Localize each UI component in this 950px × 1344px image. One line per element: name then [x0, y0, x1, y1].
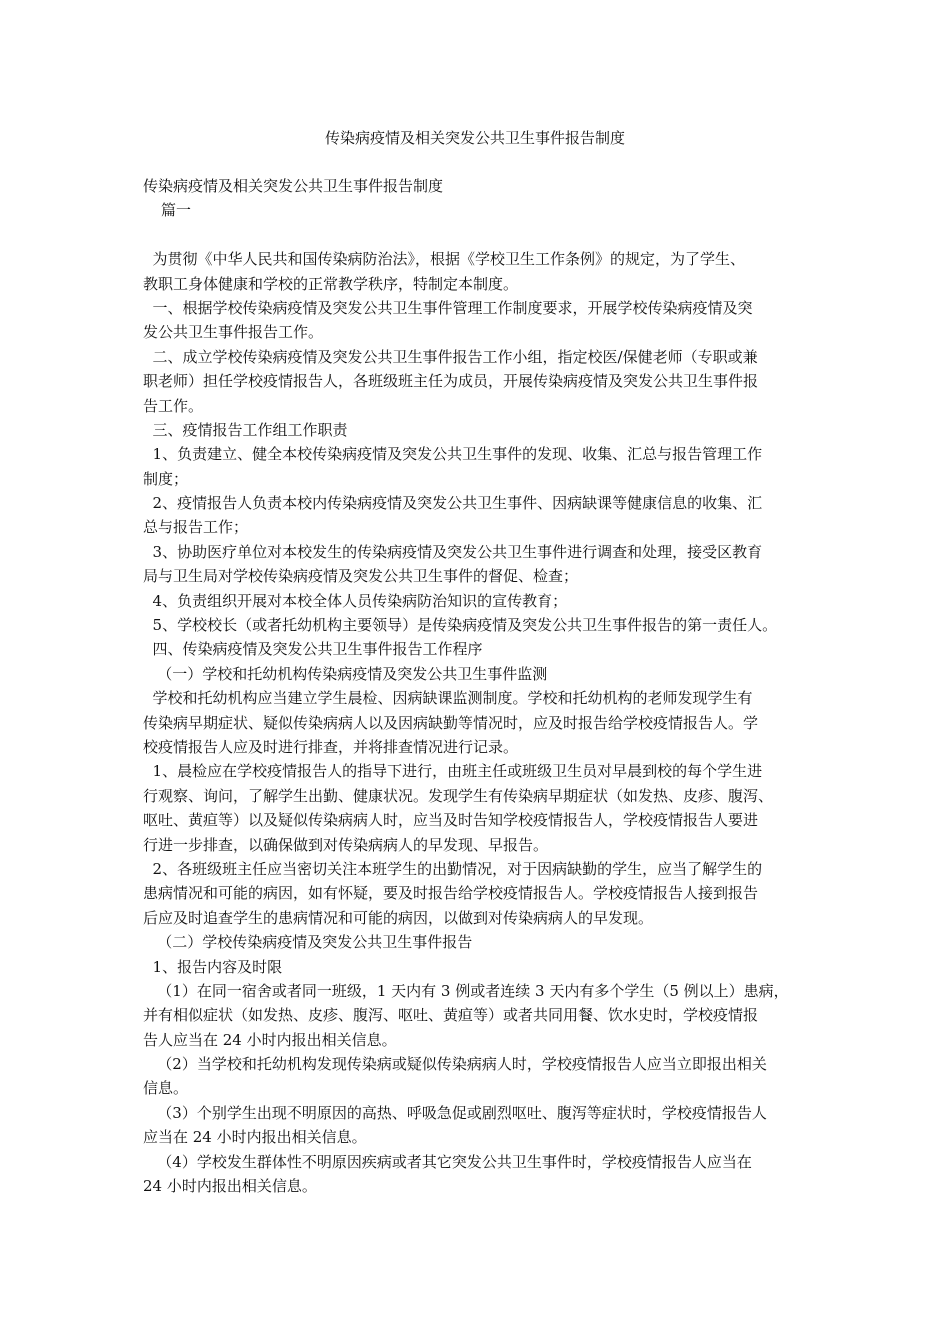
paragraph-line: （2）当学校和托幼机构发现传染病或疑似传染病病人时，学校疫情报告人应当立即报出相关	[143, 1055, 767, 1074]
paragraph-line: 总与报告工作；	[143, 518, 249, 537]
paragraph-line: 1、负责建立、健全本校传染病疫情及突发公共卫生事件的发现、收集、汇总与报告管理工作	[143, 445, 763, 464]
paragraph-line: 行观察、询问，了解学生出勤、健康状况。发现学生有传染病早期症状（如发热、皮疹、腹泻、	[143, 786, 774, 805]
paragraph-line: （4）学校发生群体性不明原因疾病或者其它突发公共卫生事件时，学校疫情报告人应当在	[143, 1152, 752, 1171]
paragraph-line: （二）学校传染病疫情及突发公共卫生事件报告	[143, 933, 473, 952]
paragraph-line: 职老师）担任学校疫情报告人，各班级班主任为成员，开展传染病疫情及突发公共卫生事件报	[143, 372, 759, 391]
paragraph-line: 局与卫生局对学校传染病疫情及突发公共卫生事件的督促、检查；	[143, 567, 579, 586]
paragraph-line: 为贯彻《中华人民共和国传染病防治法》，根据《学校卫生工作条例》的规定，为了学生、	[143, 250, 746, 269]
paragraph-line: 后应及时追查学生的患病情况和可能的病因，以做到对传染病病人的早发现。	[143, 908, 654, 927]
paragraph-line: 行进一步排查，以确保做到对传染病病人的早发现、早报告。	[143, 835, 549, 854]
paragraph-line: 应当在 24 小时内报出相关信息。	[143, 1128, 367, 1147]
paragraph-line: 并有相似症状（如发热、皮疹、腹泻、呕吐、黄疸等）或者共同用餐、饮水史时，学校疫情报	[143, 1006, 759, 1025]
paragraph-line: 告人应当在 24 小时内报出相关信息。	[143, 1030, 397, 1049]
paragraph-line: 3、协助医疗单位对本校发生的传染病疫情及突发公共卫生事件进行调查和处理，接受区教育	[143, 542, 763, 561]
paragraph-line: 24 小时内报出相关信息。	[143, 1177, 317, 1196]
paragraph-line: 四、传染病疫情及突发公共卫生事件报告工作程序	[143, 640, 483, 659]
blank-line	[143, 223, 823, 247]
paragraph-line: 1、报告内容及时限	[143, 957, 283, 976]
paragraph-line: 三、疫情报告工作组工作职责	[143, 420, 348, 439]
paragraph-line: 告工作。	[143, 396, 204, 415]
paragraph-lines	[143, 247, 823, 1198]
paragraph-line: 信息。	[143, 1079, 189, 1098]
paragraph-line: 发公共卫生事件报告工作。	[143, 323, 324, 342]
document-body	[143, 174, 823, 1198]
paragraph-line: 2、疫情报告人负责本校内传染病疫情及突发公共卫生事件、因病缺课等健康信息的收集、汇	[143, 494, 763, 513]
paragraph-line: 传染病早期症状、疑似传染病病人以及因病缺勤等情况时，应及时报告给学校疫情报告人。学	[143, 713, 759, 732]
paragraph-line: 4、负责组织开展对本校全体人员传染病防治知识的宣传教育；	[143, 591, 568, 610]
paragraph-line: （1）在同一宿舍或者同一班级，1 天内有 3 例或者连续 3 天内有多个学生（5 例以上）患病，	[143, 981, 789, 1000]
paragraph-line: 学校和托幼机构应当建立学生晨检、因病缺课监测制度。学校和托幼机构的老师发现学生有	[143, 689, 753, 708]
paragraph-line: 5、学校校长（或者托幼机构主要领导）是传染病疫情及突发公共卫生事件报告的第一责任人。	[143, 616, 778, 635]
paragraph-line: （一）学校和托幼机构传染病疫情及突发公共卫生事件监测	[143, 664, 548, 683]
paragraph-line: 1、晨检应在学校疫情报告人的指导下进行，由班主任或班级卫生员对早晨到校的每个学生进	[143, 762, 763, 781]
paragraph-line: 2、各班级班主任应当密切关注本班学生的出勤情况，对于因病缺勤的学生，应当了解学生的	[143, 859, 763, 878]
paragraph-line: 呕吐、黄疸等）以及疑似传染病病人时，应当及时告知学校疫情报告人，学校疫情报告人要进	[143, 811, 759, 830]
paragraph-line: 一、根据学校传染病疫情及突发公共卫生事件管理工作制度要求，开展学校传染病疫情及突	[143, 298, 753, 317]
paragraph-line: （3）个别学生出现不明原因的高热、呼吸急促或剧烈呕吐、腹泻等症状时，学校疫情报告人	[143, 1103, 767, 1122]
paragraph-line: 教职工身体健康和学校的正常教学秩序，特制定本制度。	[143, 274, 519, 293]
paragraph-line: 制度；	[143, 469, 189, 488]
paragraph-line: 校疫情报告人应及时进行排查，并将排查情况进行记录。	[143, 737, 519, 756]
paragraph-line: 二、成立学校传染病疫情及突发公共卫生事件报告工作小组，指定校医/保健老师（专职或兼	[143, 347, 758, 366]
document-title: 传染病疫情及相关突发公共卫生事件报告制度	[324, 129, 625, 147]
section-heading: 传染病疫情及相关突发公共卫生事件报告制度	[143, 177, 444, 195]
section-subheading: 篇一	[161, 201, 192, 220]
paragraph-line: 患病情况和可能的病因，如有怀疑，要及时报告给学校疫情报告人。学校疫情报告人接到报告	[143, 884, 759, 903]
